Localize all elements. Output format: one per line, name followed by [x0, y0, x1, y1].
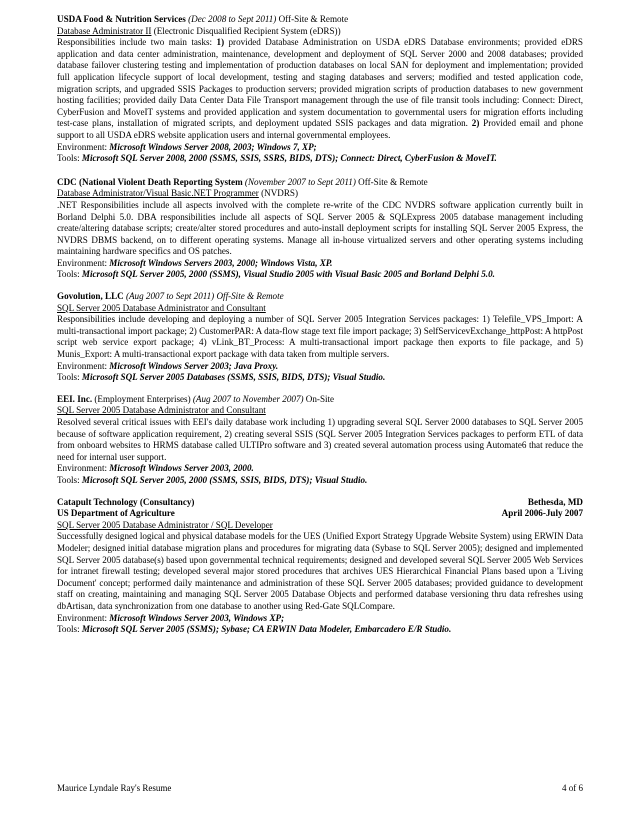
job-tools: [57, 153, 583, 165]
job-environment: [57, 361, 583, 373]
job-responsibilities: .NET Responsibilities include all aspects involved with the complete re-write of the CDC NVDRS software application currently built in Borland Delphi 5.0. DBA responsibilities include all aspects of SQL Server 2005 & SQLExpress 2005 database management including create/altering database scripts; create/alter stored procedures and auto-install deployment scripts for installing SQL Server 2005 Express, the NVDRS DBMS backend, on to different operating systems. Manage all in-house virtualized servers and other operating systems including maintaining hardware specifics and OS patches.: [57, 199, 583, 257]
job-environment: [57, 258, 583, 270]
job-location: On-Site: [303, 393, 335, 404]
tools-label: Tools:: [57, 624, 82, 635]
job-location: Bethesda, MD: [527, 496, 583, 507]
job-header: [57, 291, 583, 303]
resp-marker: 1): [216, 37, 225, 48]
resume-content: [57, 14, 583, 636]
job-title: SQL Server 2005 Database Administrator and Consultant: [57, 405, 266, 416]
job-title: SQL Server 2005 Database Administrator and Consultant: [57, 302, 266, 313]
organization-name: CDC (National Violent Death Reporting System: [57, 176, 243, 187]
job-title-line: [57, 520, 583, 532]
resp-text: Provided email and phone support to all USDA eDRS website application users and internal governmental employees.: [57, 118, 584, 140]
tools-label: Tools:: [57, 153, 82, 164]
env-label: Environment:: [57, 360, 110, 371]
job-tools: [57, 475, 583, 487]
job-environment: [57, 142, 583, 154]
job-title-line: [57, 303, 583, 315]
job-subheader: [57, 508, 583, 520]
job-title: Database Administrator II: [57, 25, 152, 36]
resp-marker: 2): [471, 118, 480, 129]
job-title-line: [57, 26, 583, 38]
job-entry: [57, 394, 583, 487]
job-title-suffix: (Electronic Disqualified Recipient System (eDRS)): [151, 25, 341, 36]
tools-label: Tools:: [57, 474, 82, 485]
job-environment: [57, 463, 583, 475]
job-title-suffix: (NVDRS): [258, 188, 298, 199]
job-responsibilities: Responsibilities include developing and deploying a number of SQL Server 2005 Integration Services packages: 1) Telefile_VPS_Import: A multi-transactional import package; 2) CustomerPAR: A data-flow stage text file import package; 3) SelfServicevExchange_httpPost: A httpPost script web service export package; 4) vLink_BT_Process: A multi-transactional import package then exports to file package, and 5) Munis_Export: A multi-transactional export package with data taken from multiple servers.: [57, 314, 583, 360]
job-environment: [57, 613, 583, 625]
job-entry: [57, 14, 583, 165]
page-footer: [57, 783, 583, 793]
job-title: Database Administrator/Visual Basic.NET Programmer: [57, 188, 259, 199]
tools-value: Microsoft SQL Server 2005, 2000 (SSMS), Visual Studio 2005 with Visual Basic 2005 and Borland Delphi 5.0.: [81, 269, 495, 280]
job-tools: [57, 624, 583, 636]
job-header: [57, 394, 583, 406]
job-title-line: [57, 188, 583, 200]
job-dates: (Aug 2007 to November 2007): [190, 393, 304, 404]
env-value: Microsoft Windows Server 2003; Java Proxy.: [109, 360, 279, 371]
tools-value: Microsoft SQL Server 2008, 2000 (SSMS, SSIS, SSRS, BIDS, DTS); Connect: Direct, CyberFusion & MoveIT.: [81, 153, 497, 164]
job-title: SQL Server 2005 Database Administrator / SQL Developer: [57, 519, 273, 530]
env-value: Microsoft Windows Server 2008, 2003; Windows 7, XP;: [109, 141, 317, 152]
tools-value: Microsoft SQL Server 2005 Databases (SSMS, SSIS, BIDS, DTS); Visual Studio.: [81, 372, 386, 383]
env-label: Environment:: [57, 141, 110, 152]
job-dates: April 2006-July 2007: [501, 508, 583, 519]
job-location: Off-Site & Remote: [355, 176, 428, 187]
organization-suffix: (Employment Enterprises): [92, 393, 191, 404]
job-location: Off-Site & Remote: [276, 14, 349, 24]
env-value: Microsoft Windows Servers 2003, 2000; Windows Vista, XP.: [109, 257, 333, 268]
organization-name: EEI. Inc.: [57, 393, 93, 404]
tools-label: Tools:: [57, 269, 82, 280]
tools-value: Microsoft SQL Server 2005 (SSMS); Sybase; CA ERWIN Data Modeler, Embarcadero E/R Studio.: [81, 624, 452, 635]
job-header: [57, 14, 583, 26]
job-tools: [57, 269, 583, 281]
organization-name: Govolution, LLC: [57, 291, 124, 302]
footer-title: Maurice Lyndale Ray's Resume: [57, 783, 172, 793]
job-tools: [57, 372, 583, 384]
client-name: US Department of Agriculture: [57, 508, 175, 519]
page-number: 4 of 6: [562, 783, 583, 793]
env-value: Microsoft Windows Server 2003, 2000.: [109, 463, 254, 474]
job-entry: [57, 291, 583, 384]
env-label: Environment:: [57, 463, 110, 474]
job-responsibilities: Resolved several critical issues with EEI's daily database work including 1) upgrading several SQL Server 2000 databases to SQL Server 2005 because of software application requirement, 2) creating several SSIS (SQL Server 2005 Integration Services packages to perform ETL of data from onboard websites to HRMS database called ULTIPro software and 3) created several automation process using Automate6 that reduce the need for internal user support.: [57, 417, 583, 462]
job-header: [57, 177, 583, 189]
env-value: Microsoft Windows Server 2003, Windows XP;: [109, 612, 285, 623]
job-responsibilities: Successfully designed logical and physical database models for the UES (Unified Export Strategy Upgrade Website System) using ERWIN Data Modeler; designed initial database migration plans and procedures for migrating data (Sybase to SQL Server 2005); designed and implemented SQL Server 2005 database(s) based upon governmental technical requirements; designed and developed several SQL Server 2005 Web Services for intranet firewall testing; developed several major stored procedures that archives UES Hierarchical Financial Plans based upon a 'Living Document' concept; performed daily maintenance and administration of these SQL Server 2005 databases; provided guidance to development staff on creating, maintaining and managing SQL Server 2005 Database Objects and performed database versioning thru data refreshes using dbArtisan, data synchronization from one database to another using Red-Gate SQLCompare.: [57, 531, 583, 611]
organization-name: USDA Food & Nutrition Services: [57, 14, 186, 24]
job-responsibilities: [57, 37, 583, 141]
job-dates: (Dec 2008 to Sept 2011): [188, 14, 277, 24]
tools-label: Tools:: [57, 372, 82, 383]
job-entry: [57, 497, 583, 636]
env-label: Environment:: [57, 257, 110, 268]
job-dates: (Aug 2007 to Sept 2011) Off-Site & Remote: [123, 291, 284, 302]
job-entry: [57, 177, 583, 281]
tools-value: Microsoft SQL Server 2005, 2000 (SSMS, SSIS, BIDS, DTS); Visual Studio.: [81, 474, 368, 485]
organization-name: Catapult Technology (Consultancy): [57, 496, 195, 507]
job-dates: (November 2007 to Sept 2011): [242, 176, 356, 187]
job-title-line: [57, 405, 583, 417]
env-label: Environment:: [57, 612, 110, 623]
resp-text: Responsibilities include two main tasks:: [57, 37, 217, 48]
job-header: [57, 497, 583, 509]
resp-text: provided Database Administration on USDA eDRS Database environments; provided eDRS application and data center administration, maintenance, development and deployment of SQL Server 2000 and 2008 databases; provided database failover clustering testing and implementation of production databases on local SAN for deployment and implementation; provided full application lifecycle support of local development, testing and staging databases and servers; modified and tested application code, migration scripts, and upgraded SSIS Packages to production servers; provided migration scripts of production databases to new government hosting facilities; provided daily Data Center Data File Transport management through the use of file transit tools including: Connect: Direct, CyberFusion and MoveIT systems and provided application and system documentation to governmental users for migration efforts including test-case plans, installation of migrated scripts, and deployment updated SSIS packages and data migration.: [57, 37, 583, 129]
